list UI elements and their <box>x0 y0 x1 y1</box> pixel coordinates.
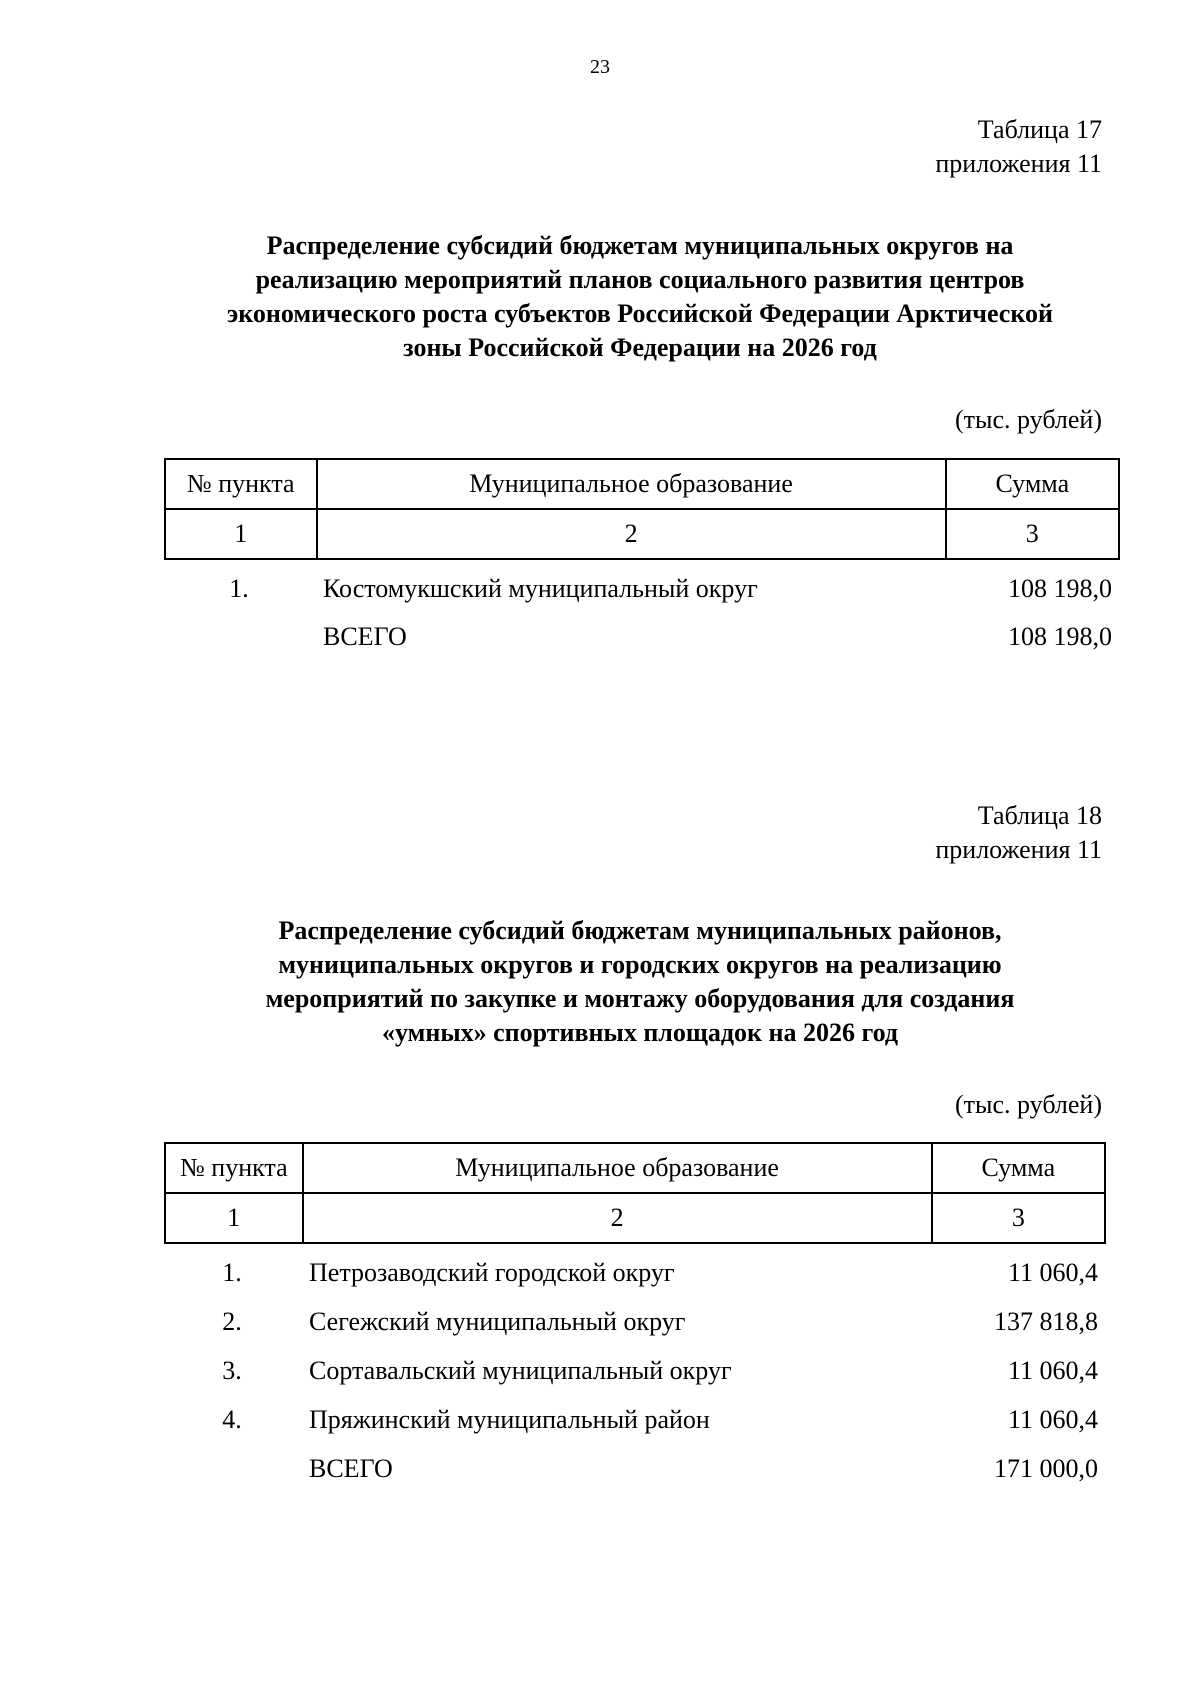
title-line: зоны Российской Федерации на 2026 год <box>403 333 877 362</box>
table-caption-number: Таблица 18 <box>977 801 1102 830</box>
table-row <box>164 574 1120 608</box>
table-caption-appendix: приложения 11 <box>935 149 1102 178</box>
row-sum: 11 060,4 <box>1007 1356 1098 1385</box>
row-sum: 108 198,0 <box>1008 574 1112 603</box>
title-line: «умных» спортивных площадок на 2026 год <box>381 1018 899 1047</box>
row-municipality: Пряжинский муниципальный район <box>309 1405 710 1434</box>
table-18-title <box>160 914 1120 1050</box>
table-caption-appendix: приложения 11 <box>935 835 1102 864</box>
table-total-row <box>164 1454 1106 1488</box>
header-municipality: Муниципальное образование <box>303 1143 932 1193</box>
header-col-index: 1 <box>165 1193 303 1243</box>
header-col-index: 3 <box>946 509 1119 559</box>
title-line: Распределение субсидий бюджетам муниципальных округов на <box>266 231 1014 260</box>
header-col-index: 2 <box>317 509 946 559</box>
total-sum: 171 000,0 <box>994 1454 1098 1483</box>
header-col-index: 3 <box>932 1193 1105 1243</box>
total-sum: 108 198,0 <box>1008 622 1112 651</box>
table-total-row <box>164 622 1120 656</box>
title-line: мероприятий по закупке и монтажу оборудования для создания <box>265 984 1015 1013</box>
total-label: ВСЕГО <box>323 622 407 651</box>
table-row <box>164 1356 1106 1390</box>
table-18-units: (тыс. рублей) <box>954 1090 1102 1119</box>
header-col-index: 1 <box>165 509 317 559</box>
row-municipality: Сортавальский муниципальный округ <box>309 1356 732 1385</box>
header-item-number: № пункта <box>165 459 317 509</box>
row-sum: 11 060,4 <box>1007 1405 1098 1434</box>
row-number: 1. <box>222 1258 242 1287</box>
header-item-number: № пункта <box>165 1143 303 1193</box>
table-17-units: (тыс. рублей) <box>954 405 1102 434</box>
table-caption-number: Таблица 17 <box>977 115 1102 144</box>
header-sum: Сумма <box>932 1143 1105 1193</box>
row-sum: 137 818,8 <box>994 1307 1098 1336</box>
table-18-caption <box>935 799 1102 867</box>
header-sum: Сумма <box>946 459 1119 509</box>
title-line: Распределение субсидий бюджетам муниципальных районов, <box>278 916 1002 945</box>
title-line: экономического роста субъектов Российской Федерации Арктической <box>227 299 1053 328</box>
title-line: муниципальных округов и городских округов на реализацию <box>278 950 1002 979</box>
total-label: ВСЕГО <box>309 1454 393 1483</box>
row-number: 1. <box>229 574 249 603</box>
row-municipality: Петрозаводский городской округ <box>309 1258 675 1287</box>
table-row <box>164 1405 1106 1439</box>
row-number: 3. <box>222 1356 242 1385</box>
row-municipality: Костомукшский муниципальный округ <box>323 574 758 603</box>
row-number: 2. <box>222 1307 242 1336</box>
page-number: 23 <box>590 56 610 78</box>
table-17-header <box>164 458 1120 560</box>
table-row <box>164 1307 1106 1341</box>
header-municipality: Муниципальное образование <box>317 459 946 509</box>
header-col-index: 2 <box>303 1193 932 1243</box>
table-17-caption <box>935 113 1102 181</box>
table-18-header <box>164 1142 1106 1244</box>
table-row <box>164 1258 1106 1292</box>
title-line: реализацию мероприятий планов социального развития центров <box>255 265 1025 294</box>
row-municipality: Сегежский муниципальный округ <box>309 1307 686 1336</box>
table-17-title <box>160 229 1120 365</box>
row-sum: 11 060,4 <box>1007 1258 1098 1287</box>
row-number: 4. <box>222 1405 242 1434</box>
